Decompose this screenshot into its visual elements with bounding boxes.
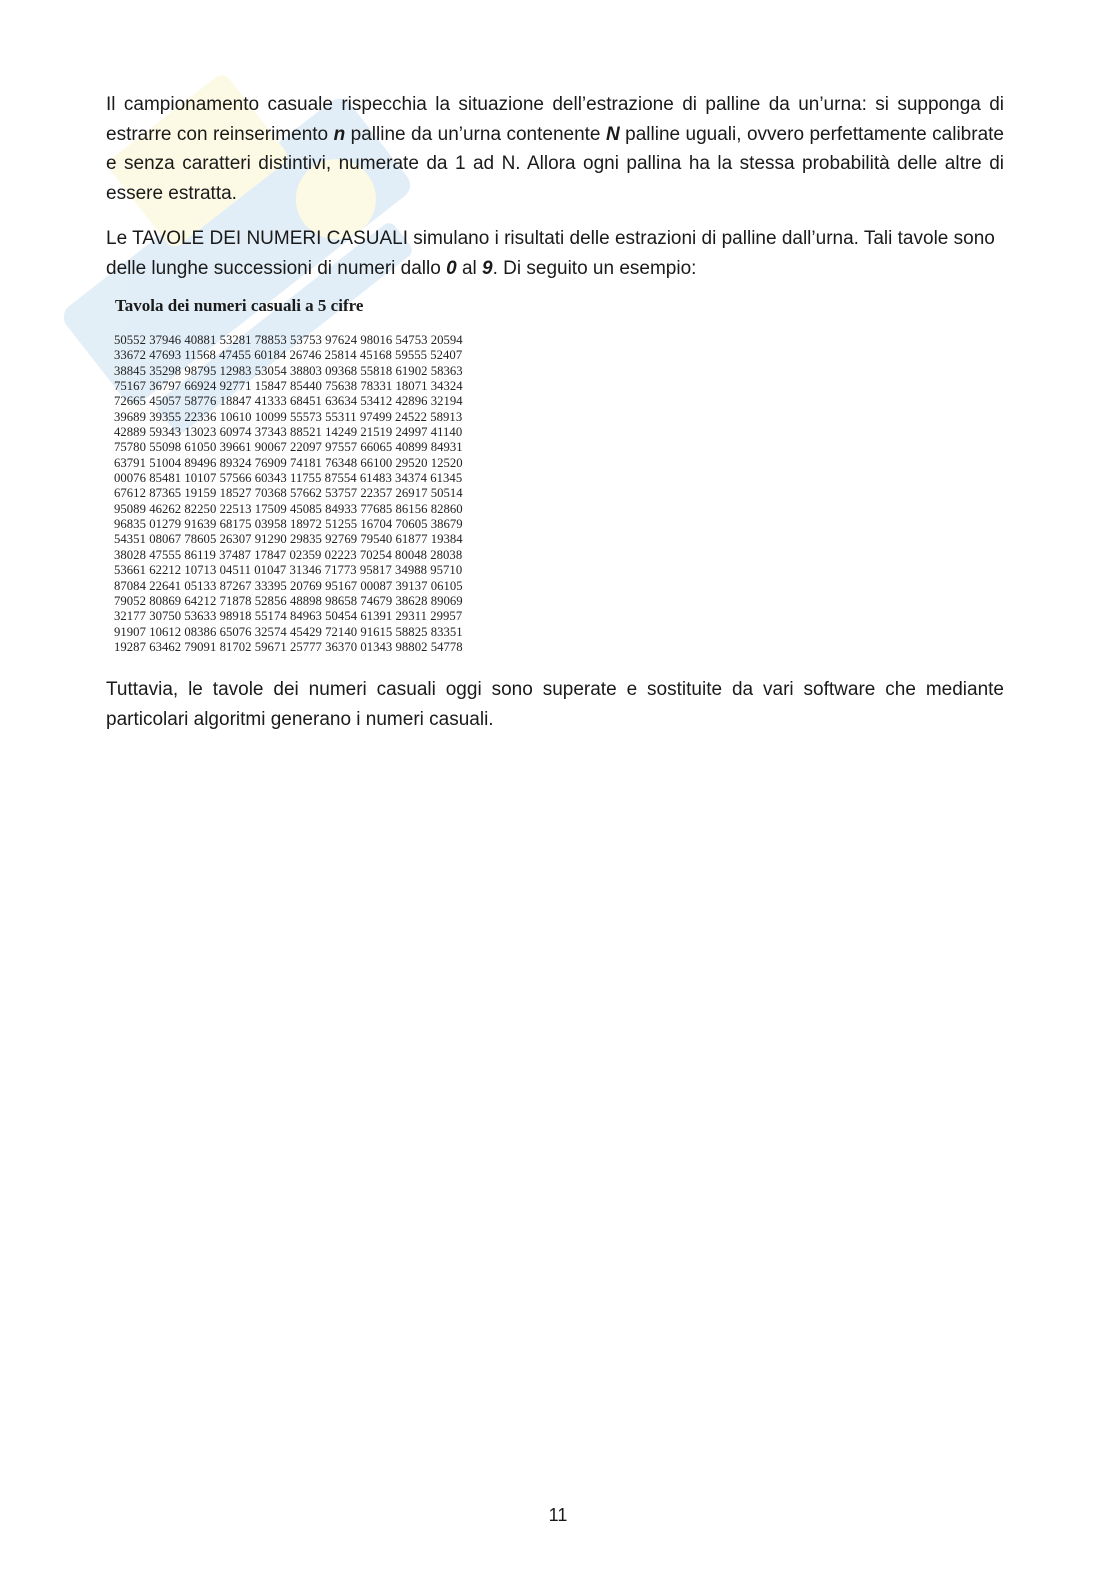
paragraph-random-tables: Le TAVOLE DEI NUMERI CASUALI simulano i risultati delle estrazioni di palline dall’urna. Tali tavole sono delle lunghe successioni di numeri dallo 0 al 9. Di seguito un esempio: <box>106 228 995 279</box>
table-row: 38845 35298 98795 12983 53054 38803 09368 55818 61902 58363 <box>114 363 463 378</box>
table-row: 75780 55098 61050 39661 90067 22097 97557 66065 40899 84931 <box>114 440 463 455</box>
random-number-table <box>114 296 514 655</box>
table-row: 96835 01279 91639 68175 03958 18972 51255 16704 70605 38679 <box>114 517 463 532</box>
table-row: 00076 85481 10107 57566 60343 11755 87554 61483 34374 61345 <box>114 471 463 486</box>
table-row: 32177 30750 53633 98918 55174 84963 50454 61391 29311 29957 <box>114 609 463 624</box>
paragraph-sampling: Il campionamento casuale rispecchia la situazione dell’estrazione di palline da un’urna: si supponga di estrarre con reinserimento n palline da un’urna contenente N palline uguali, ovvero perfettamente calibrate e senza caratteri distintivi, numerate da 1 ad N. Allora ogni pallina ha la stessa probabilità delle altre di essere estratta. <box>106 94 1004 204</box>
table-row: 75167 36797 66924 92771 15847 85440 75638 78331 18071 34324 <box>114 379 463 394</box>
table-row: 50552 37946 40881 53281 78853 53753 97624 98016 54753 20594 <box>114 333 463 347</box>
table-row: 63791 51004 89496 89324 76909 74181 76348 66100 29520 12520 <box>114 455 463 470</box>
table-row: 19287 63462 79091 81702 59671 25777 36370 01343 98802 54778 <box>114 639 463 654</box>
table-row: 87084 22641 05133 87267 33395 20769 95167 00087 39137 06105 <box>114 578 463 593</box>
table-row: 72665 45057 58776 18847 41333 68451 63634 53412 42896 32194 <box>114 394 463 409</box>
table-rows <box>114 333 514 655</box>
table-row: 39689 39355 22336 10610 10099 55573 55311 97499 24522 58913 <box>114 409 463 424</box>
table-row: 42889 59343 13023 60974 37343 88521 14249 21519 24997 41140 <box>114 425 463 440</box>
table-row: 67612 87365 19159 18527 70368 57662 53757 22357 26917 50514 <box>114 486 463 501</box>
table-row: 79052 80869 64212 71878 52856 48898 98658 74679 38628 89069 <box>114 593 463 608</box>
table-title: Tavola dei numeri casuali a 5 cifre <box>115 296 364 315</box>
table-row: 54351 08067 78605 26307 91290 29835 92769 79540 61877 19384 <box>114 532 463 547</box>
table-row: 91907 10612 08386 65076 32574 45429 72140 91615 58825 83351 <box>114 624 463 639</box>
table-row: 38028 47555 86119 37487 17847 02359 02223 70254 80048 28038 <box>114 547 463 562</box>
table-row: 95089 46262 82250 22513 17509 45085 84933 77685 86156 82860 <box>114 501 463 516</box>
table-row: 53661 62212 10713 04511 01047 31346 71773 95817 34988 95710 <box>114 563 463 578</box>
page-number: 11 <box>548 1505 568 1525</box>
paragraph-software: Tuttavia, le tavole dei numeri casuali oggi sono superate e sostituite da vari software che mediante particolari algoritmi generano i numeri casuali. <box>106 679 1004 730</box>
table-row: 33672 47693 11568 47455 60184 26746 25814 45168 59555 52407 <box>114 348 463 363</box>
